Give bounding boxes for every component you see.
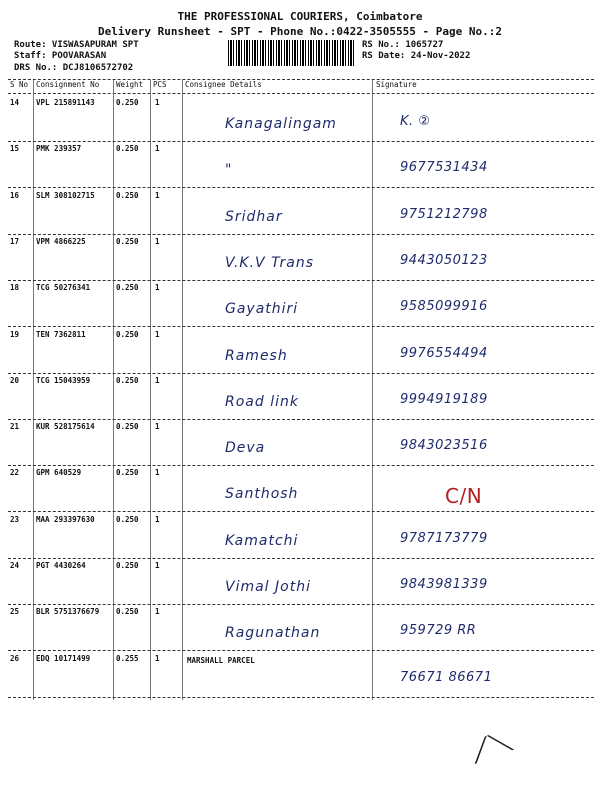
row-signature: 76671 86671 (400, 669, 493, 685)
row-consignment-no: TCG 50276341 (36, 283, 91, 293)
table-row (0, 513, 600, 559)
row-sno: 25 (10, 607, 20, 617)
row-consignee-name: Deva (225, 440, 266, 457)
row-signature: 9994919189 (400, 391, 488, 407)
row-pcs: 1 (155, 561, 160, 570)
row-signature: C/N (445, 484, 483, 509)
row-consignee-name: Gayathiri (225, 301, 299, 318)
row-pcs: 1 (155, 329, 160, 339)
row-sno: 14 (10, 98, 20, 107)
rs-date: RS Date: 24-Nov-2022 (362, 51, 471, 61)
staff-label: Staff: POOVARASAN (14, 51, 107, 61)
row-weight: 0.250 (116, 375, 139, 385)
route-label: Route: VISWASAPURAM SPT (14, 40, 139, 50)
row-pcs: 1 (155, 236, 160, 246)
row-weight: 0.250 (116, 514, 139, 524)
row-consignment-no: TEN 7362811 (36, 329, 86, 339)
row-sno: 23 (10, 514, 20, 524)
row-consignment-no: MAA 293397630 (36, 514, 95, 524)
row-consignee-name: Kamatchi (225, 532, 299, 549)
row-divider (8, 697, 594, 698)
row-consignee-name: Santhosh (225, 486, 299, 503)
row-pcs: 1 (155, 422, 160, 432)
row-weight: 0.250 (116, 607, 139, 617)
row-pcs: 1 (155, 514, 160, 524)
row-consignment-no: GPM 640529 (36, 468, 82, 478)
row-weight: 0.250 (116, 144, 139, 154)
pen-mark: ⟋⟍ (465, 723, 517, 772)
row-pcs: 1 (155, 375, 160, 385)
row-weight: 0.250 (116, 236, 139, 246)
row-consignment-no: VPM 4866225 (36, 236, 86, 246)
row-consignee-name: Vimal Jothi (225, 579, 311, 595)
page-title: THE PROFESSIONAL COURIERS, Coimbatore (177, 10, 423, 23)
column-header-pcs: PCS (153, 80, 167, 89)
row-weight: 0.255 (116, 653, 139, 663)
row-consignee-name: Road link (225, 393, 299, 410)
table-row (0, 328, 600, 374)
row-weight: 0.250 (116, 98, 139, 107)
row-pcs: 1 (155, 653, 160, 663)
row-signature: 9677531434 (400, 160, 488, 176)
row-signature: 9843023516 (400, 438, 488, 454)
row-signature: 9585099916 (400, 299, 488, 315)
row-pcs: 1 (155, 283, 160, 293)
row-sno: 20 (10, 375, 20, 385)
row-consignment-no: BLR 5751376679 (36, 607, 100, 617)
table-row (0, 559, 600, 605)
row-sno: 21 (10, 422, 20, 432)
table-row (0, 281, 600, 327)
divider (8, 93, 594, 94)
table-row (0, 420, 600, 466)
row-pcs: 1 (155, 607, 160, 617)
table-row (0, 142, 600, 188)
row-sno: 24 (10, 561, 20, 570)
table-row (0, 235, 600, 281)
row-consignee-name: Kanagalingam (225, 116, 337, 132)
row-pcs: 1 (155, 468, 160, 478)
column-header-sno: S No (10, 80, 29, 89)
row-signature: 9751212798 (400, 206, 488, 222)
row-consignee-name: Ragunathan (225, 625, 321, 642)
row-sno: 16 (10, 190, 20, 200)
column-header-consignment: Consignment No (36, 80, 100, 89)
row-consignee-typed: MARSHALL PARCEL (187, 655, 255, 665)
row-weight: 0.250 (116, 190, 139, 200)
row-consignment-no: EDQ 10171499 (36, 653, 91, 663)
row-pcs: 1 (155, 98, 160, 107)
row-consignment-no: PMK 239357 (36, 144, 82, 154)
row-consignment-no: PGT 4430264 (36, 561, 86, 570)
column-header-details: Consignee Details (185, 80, 262, 89)
row-signature: 9976554494 (400, 345, 488, 361)
row-pcs: 1 (155, 144, 160, 154)
page-subtitle: Delivery Runsheet - SPT - Phone No.:0422-3505555 - Page No.:2 (98, 25, 502, 38)
row-signature: 9787173779 (400, 530, 488, 546)
drs-label: DRS No.: DCJ8106572702 (14, 63, 134, 73)
row-sno: 18 (10, 283, 20, 293)
row-signature: K. ② (400, 114, 431, 129)
row-weight: 0.250 (116, 422, 139, 432)
row-consignment-no: SLM 308102715 (36, 190, 95, 200)
row-consignee-name: " (225, 162, 233, 179)
row-sno: 15 (10, 144, 20, 154)
row-sno: 17 (10, 236, 20, 246)
row-pcs: 1 (155, 190, 160, 200)
row-signature: 959729 RR (400, 623, 477, 639)
row-weight: 0.250 (116, 561, 139, 570)
table-row (0, 605, 600, 651)
row-consignment-no: KUR 528175614 (36, 422, 95, 432)
rs-number: RS No.: 1065727 (362, 40, 444, 50)
table-row (0, 374, 600, 420)
row-consignee-name: Ramesh (225, 347, 288, 364)
row-sno: 26 (10, 653, 20, 663)
barcode (228, 40, 356, 66)
row-weight: 0.250 (116, 329, 139, 339)
row-consignee-name: Sridhar (225, 208, 283, 225)
row-consignment-no: VPL 215891143 (36, 98, 95, 107)
row-signature: 9443050123 (400, 252, 488, 268)
row-weight: 0.250 (116, 283, 139, 293)
row-consignment-no: TCG 15043959 (36, 375, 91, 385)
column-header-signature: Signature (376, 80, 417, 89)
row-signature: 9843981339 (400, 577, 488, 592)
row-sno: 19 (10, 329, 20, 339)
row-sno: 22 (10, 468, 20, 478)
table-row (0, 652, 600, 698)
row-consignee-name: V.K.V Trans (225, 254, 315, 271)
column-header-weight: Weight (116, 80, 144, 89)
table-row (0, 189, 600, 235)
table-row (0, 466, 600, 512)
row-weight: 0.250 (116, 468, 139, 478)
table-row (0, 96, 600, 142)
